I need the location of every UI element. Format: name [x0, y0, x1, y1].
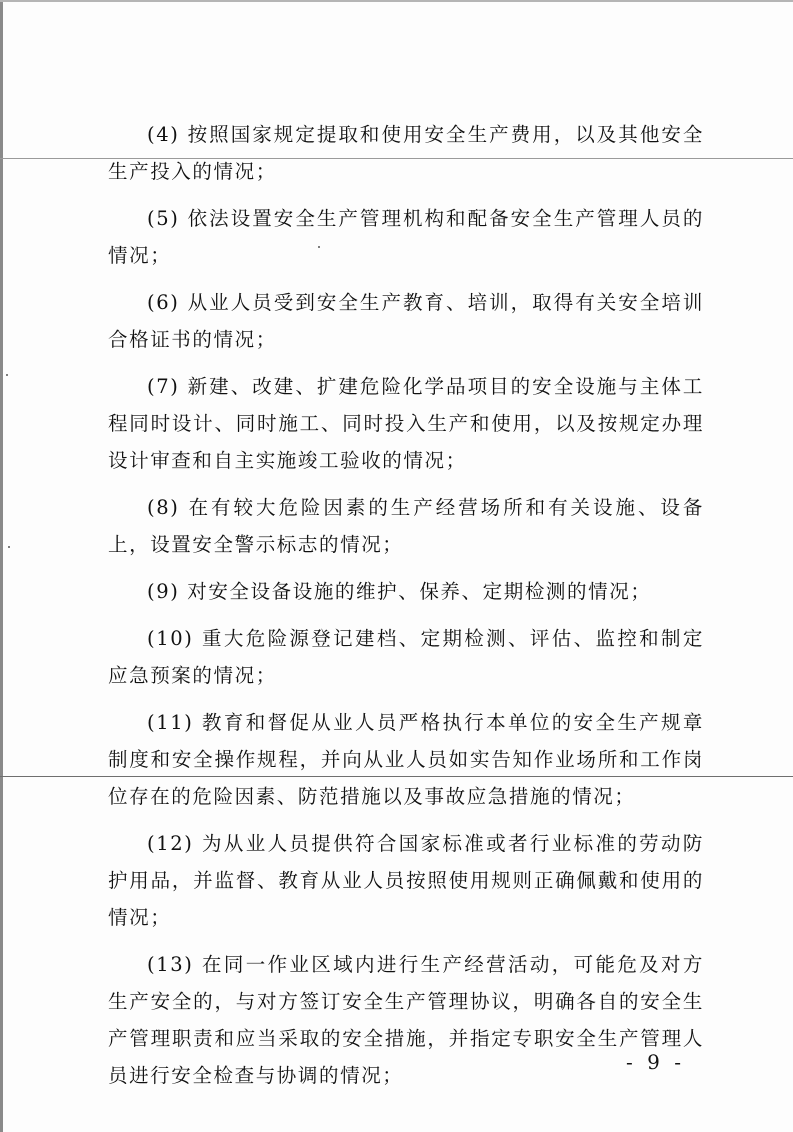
body-text: [108, 116, 704, 1104]
paragraph-item-9: (9) 对安全设备设施的维护、保养、定期检测的情况；: [147, 580, 652, 603]
paragraph-item-4: (4) 按照国家规定提取和使用安全生产费用，以及其他安全生产投入的情况；: [108, 123, 704, 183]
scan-edge-top: [0, 0, 793, 2]
scan-edge-left: [0, 0, 3, 1132]
scan-speck: [6, 374, 8, 376]
paragraph-item-11: (11) 教育和督促从业人员严格执行本单位的安全生产规章制度和安全操作规程，并向从业人员如实告知作业场所和工作岗位存在的危险因素、防范措施以及事故应急措施的情况；: [108, 711, 704, 808]
page-number: - 9 -: [626, 1050, 685, 1074]
paragraph-item-6: (6) 从业人员受到安全生产教育、培训，取得有关安全培训合格证书的情况；: [108, 291, 704, 351]
paragraph-item-7: (7) 新建、改建、扩建危险化学品项目的安全设施与主体工程同时设计、同时施工、同时投入生产和使用，以及按规定办理设计审查和自主实施竣工验收的情况；: [108, 375, 704, 472]
paragraph-item-5: (5) 依法设置安全生产管理机构和配备安全生产管理人员的情况；: [108, 207, 704, 267]
paragraph-item-12: (12) 为从业人员提供符合国家标准或者行业标准的劳动防护用品，并监督、教育从业人员按照使用规则正确佩戴和使用的情况；: [108, 832, 704, 929]
scan-speck: [8, 546, 10, 548]
paragraph-item-10: (10) 重大危险源登记建档、定期检测、评估、监控和制定应急预案的情况；: [108, 627, 704, 687]
paragraph-item-13: (13) 在同一作业区域内进行生产经营活动，可能危及对方生产安全的，与对方签订安全生产管理协议，明确各自的安全生产管理职责和应当采取的安全措施，并指定专职安全生产管理人员进行安全检查与协调的情况；: [108, 953, 704, 1087]
paragraph-item-8: (8) 在有较大危险因素的生产经营场所和有关设施、设备上，设置安全警示标志的情况；: [108, 496, 704, 556]
